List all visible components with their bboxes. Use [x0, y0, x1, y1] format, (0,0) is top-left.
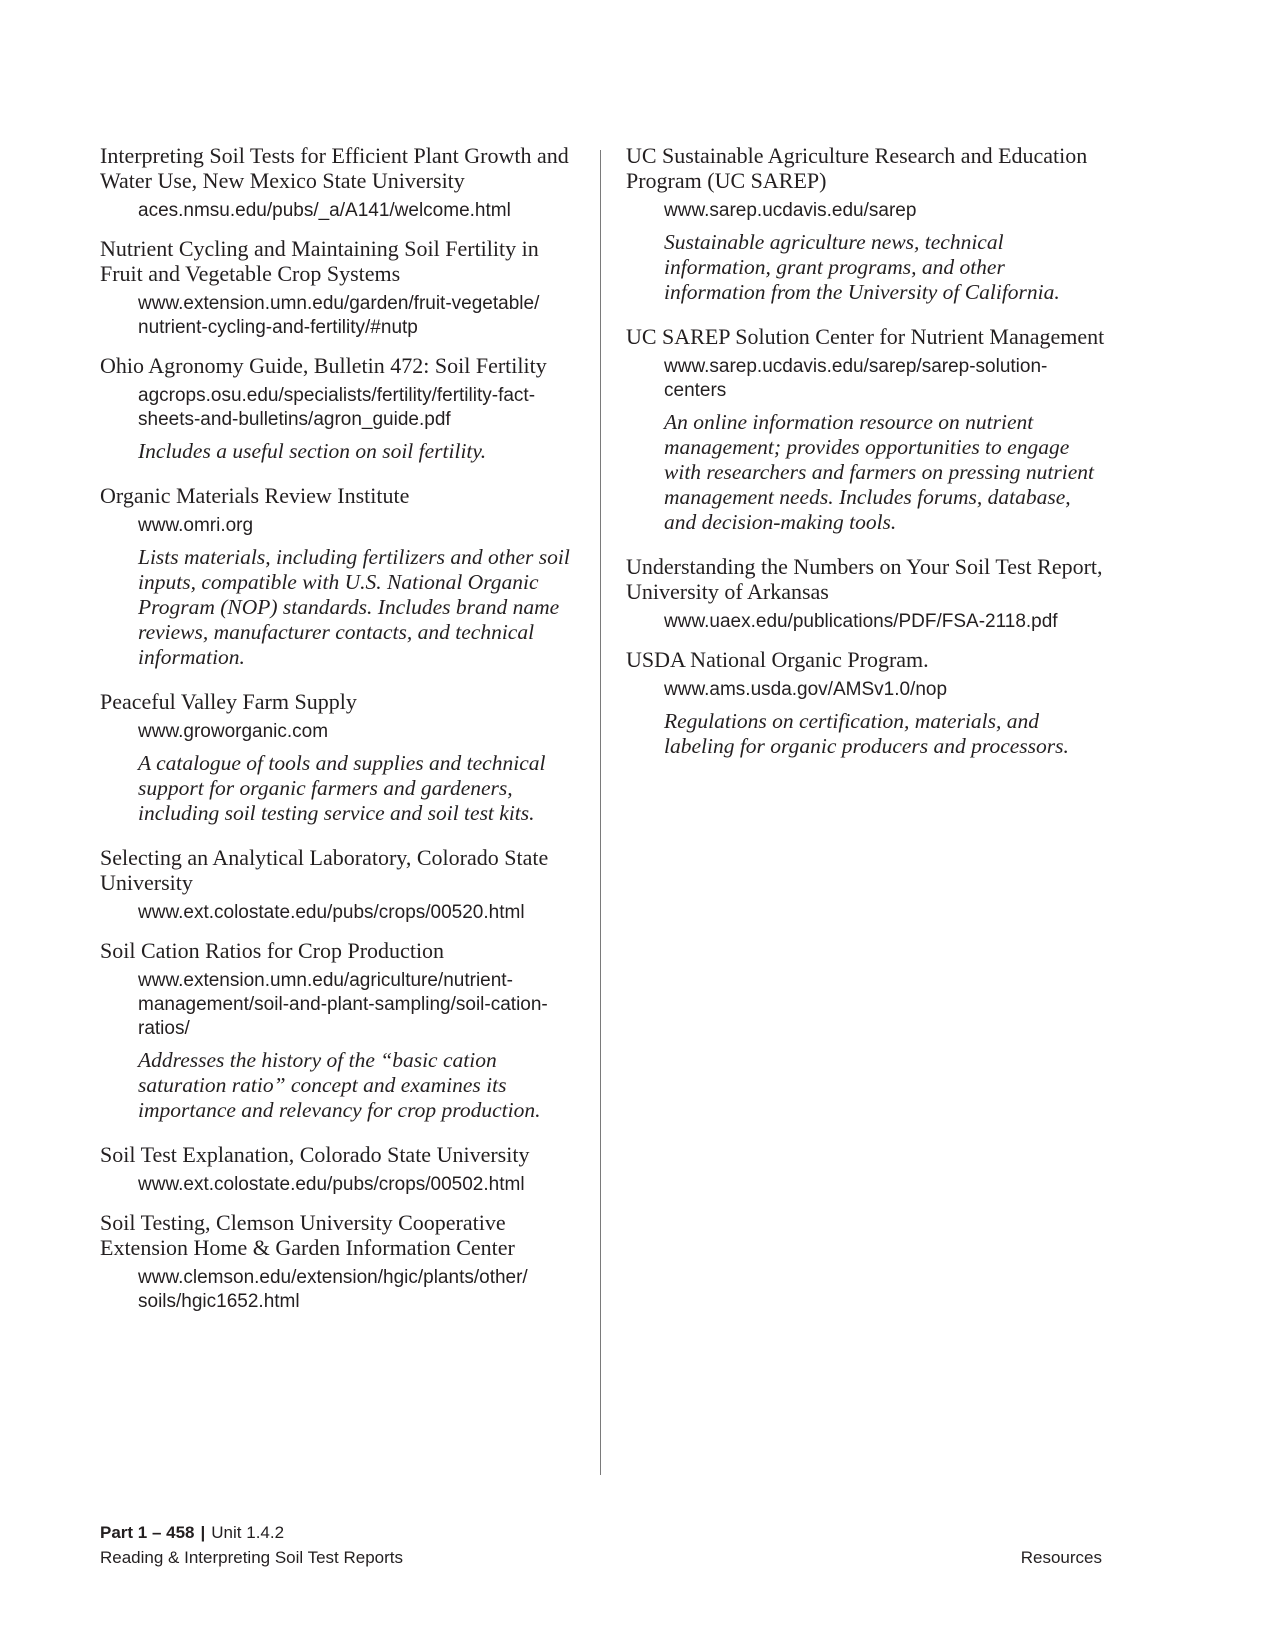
resource-url[interactable] — [138, 1266, 578, 1314]
resource-url-line[interactable]: www.extension.umn.edu/garden/fruit-vegetable/ — [138, 293, 540, 314]
resource-description: Addresses the history of the “basic cation saturation ratio” concept and examines its importance and relevancy for crop production. — [138, 1048, 541, 1122]
footer-section-label: Resources — [1020, 1548, 1102, 1567]
resource-url[interactable] — [138, 199, 578, 223]
column-divider — [600, 150, 601, 1475]
page-footer — [100, 1520, 1102, 1570]
resource-url-line[interactable]: aces.nmsu.edu/pubs/_a/A141/welcome.html — [138, 200, 511, 221]
resource-url-line[interactable]: nutrient-cycling-and-fertility/#nutp — [138, 317, 418, 338]
resource-url-line[interactable]: sheets-and-bulletins/agron_guide.pdf — [138, 409, 451, 430]
resource-description: Lists materials, including fertilizers and other soil inputs, compatible with U.S. National Organic Program (NOP) standards. Includes brand name reviews, manufacturer contacts, and technical information. — [138, 545, 570, 669]
resource-url-line[interactable]: www.extension.umn.edu/agriculture/nutrient- — [138, 970, 513, 991]
left-column — [100, 143, 578, 1327]
resource-url[interactable] — [664, 610, 1106, 634]
resource-title: Organic Materials Review Institute — [100, 483, 410, 508]
resource-url[interactable] — [138, 384, 578, 432]
resource-title: Understanding the Numbers on Your Soil Test Report, University of Arkansas — [626, 554, 1103, 604]
resource-entry — [100, 1142, 578, 1197]
resource-entry — [100, 845, 578, 925]
footer-unit: Unit 1.4.2 — [211, 1523, 285, 1542]
resource-url[interactable] — [664, 199, 1106, 223]
resource-url[interactable] — [664, 355, 1106, 403]
resource-entry — [100, 938, 578, 1123]
resource-url[interactable] — [138, 969, 578, 1041]
resource-title: Soil Test Explanation, Colorado State University — [100, 1142, 530, 1167]
resource-description: Includes a useful section on soil fertility. — [138, 439, 487, 463]
resource-url-line[interactable]: management/soil-and-plant-sampling/soil-cation- — [138, 994, 548, 1015]
resource-title: Interpreting Soil Tests for Efficient Plant Growth and Water Use, New Mexico State University — [100, 143, 569, 193]
resource-url-line[interactable]: www.clemson.edu/extension/hgic/plants/other/ — [138, 1267, 528, 1288]
resource-url-line[interactable]: agcrops.osu.edu/specialists/fertility/fertility-fact- — [138, 385, 536, 406]
resource-title: Selecting an Analytical Laboratory, Colorado State University — [100, 845, 549, 895]
resource-url-line[interactable]: centers — [664, 380, 727, 401]
resource-entry — [626, 647, 1106, 759]
resource-url[interactable] — [138, 292, 578, 340]
resource-url[interactable] — [138, 901, 578, 925]
resource-entry — [100, 143, 578, 223]
resource-entry — [100, 353, 578, 464]
resource-title: Ohio Agronomy Guide, Bulletin 472: Soil Fertility — [100, 353, 547, 378]
resource-url[interactable] — [138, 514, 578, 538]
resource-url[interactable] — [138, 1173, 578, 1197]
resource-title: USDA National Organic Program. — [626, 647, 929, 672]
resource-title: Soil Cation Ratios for Crop Production — [100, 938, 445, 963]
resource-entry — [626, 324, 1106, 535]
resource-title: UC Sustainable Agriculture Research and Education Program (UC SAREP) — [626, 143, 1088, 193]
resource-url-line[interactable]: www.groworganic.com — [138, 721, 329, 742]
resource-description: A catalogue of tools and supplies and technical support for organic farmers and gardeners, including soil testing service and soil test kits. — [138, 751, 546, 825]
resource-url-line[interactable]: ratios/ — [138, 1018, 190, 1039]
resource-title: UC SAREP Solution Center for Nutrient Management — [626, 324, 1105, 349]
resource-description: An online information resource on nutrient management; provides opportunities to engage with researchers and farmers on pressing nutrient management needs. Includes forums, database, and decision-making tools. — [664, 410, 1094, 534]
resource-entry — [626, 554, 1106, 634]
footer-part-number: Part 1 – 458 — [100, 1523, 195, 1542]
resource-entry — [100, 483, 578, 670]
resource-description: Regulations on certification, materials, and labeling for organic producers and processors. — [664, 709, 1069, 758]
resource-url-line[interactable]: www.omri.org — [138, 515, 254, 536]
footer-doc-title: Reading & Interpreting Soil Test Reports — [100, 1548, 404, 1567]
resource-entry — [626, 143, 1106, 305]
resource-url-line[interactable]: soils/hgic1652.html — [138, 1291, 300, 1312]
resource-url-line[interactable]: www.sarep.ucdavis.edu/sarep — [664, 200, 917, 221]
resource-url-line[interactable]: www.ext.colostate.edu/pubs/crops/00520.html — [138, 902, 525, 923]
resource-description: Sustainable agriculture news, technical information, grant programs, and other information from the University of California. — [664, 230, 1060, 304]
resource-entry — [100, 689, 578, 826]
resource-url-line[interactable]: www.sarep.ucdavis.edu/sarep/sarep-solution- — [664, 356, 1048, 377]
resource-url-line[interactable]: www.uaex.edu/publications/PDF/FSA-2118.pdf — [664, 611, 1058, 632]
footer-left-line-1 — [100, 1520, 1102, 1545]
right-column — [626, 143, 1106, 778]
resource-url-line[interactable]: www.ams.usda.gov/AMSv1.0/nop — [664, 679, 948, 700]
resource-title: Soil Testing, Clemson University Cooperative Extension Home & Garden Information Center — [100, 1210, 515, 1260]
resource-title: Peaceful Valley Farm Supply — [100, 689, 357, 714]
resource-url[interactable] — [138, 720, 578, 744]
resource-title: Nutrient Cycling and Maintaining Soil Fertility in Fruit and Vegetable Crop Systems — [100, 236, 539, 286]
resource-url-line[interactable]: www.ext.colostate.edu/pubs/crops/00502.html — [138, 1174, 525, 1195]
footer-separator: | — [200, 1523, 206, 1542]
resource-url[interactable] — [664, 678, 1106, 702]
resource-entry — [100, 236, 578, 340]
resource-entry — [100, 1210, 578, 1314]
